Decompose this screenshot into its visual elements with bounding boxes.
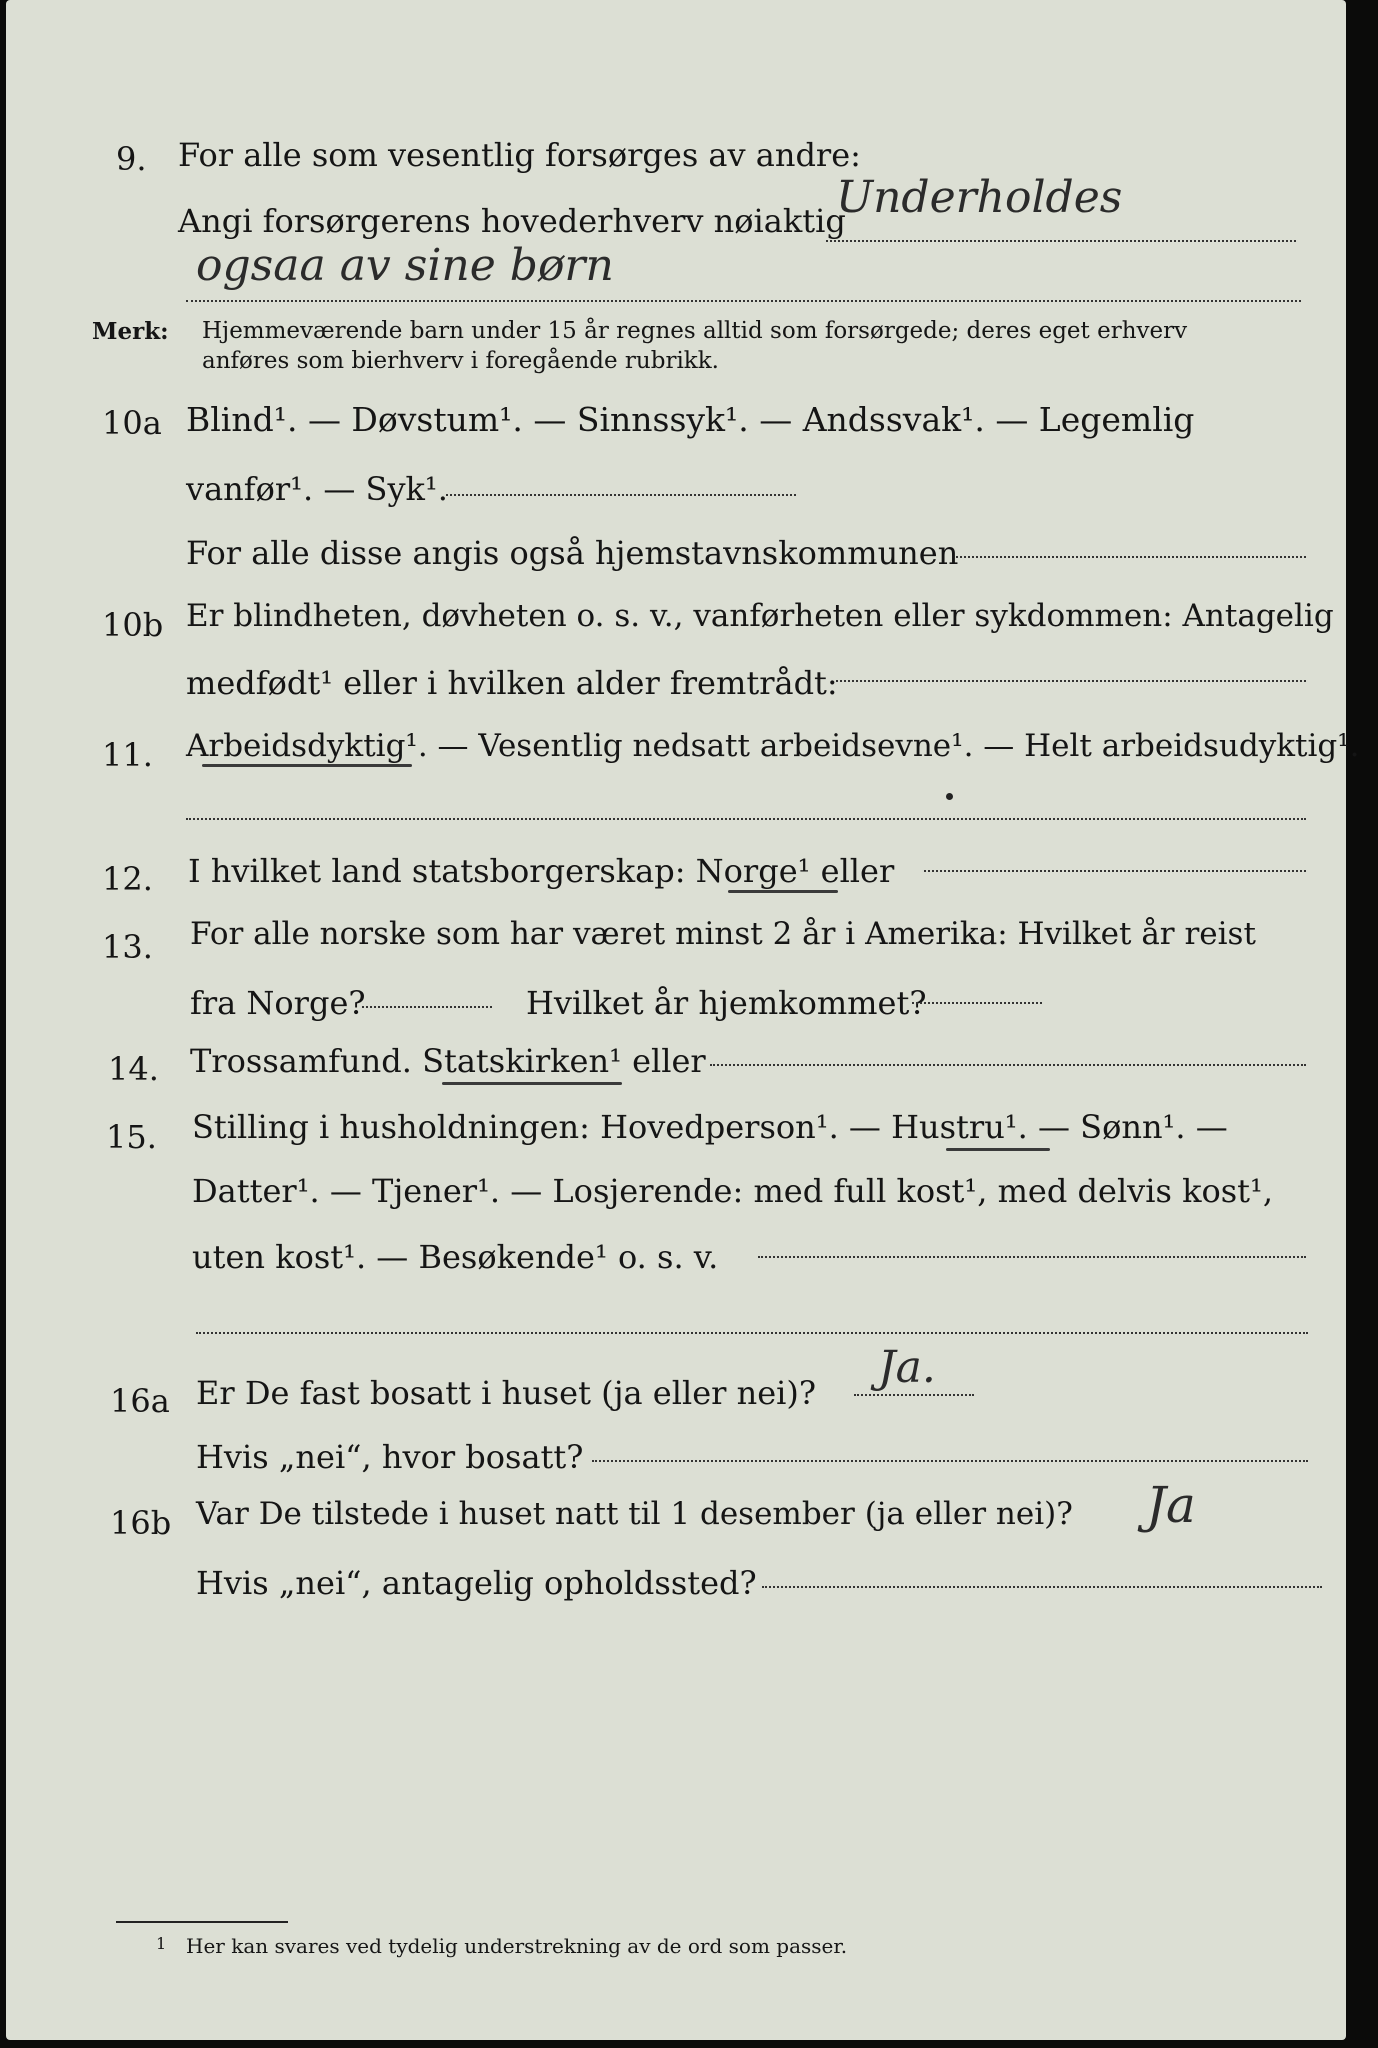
q16a-answer-line xyxy=(854,1394,974,1396)
census-form-page xyxy=(6,0,1360,2040)
merk-line1: Hjemmeværende barn under 15 år regnes alltid som forsørgede; deres eget erhverv xyxy=(202,318,1188,344)
footnote-text: Her kan svares ved tydelig understrekning av de ord som passer. xyxy=(186,1934,848,1958)
q9-answer-line2 xyxy=(186,300,1301,302)
q11-line1: Arbeidsdyktig¹. — Vesentlig nedsatt arbeidsevne¹. — Helt arbeidsudyktig¹. xyxy=(186,728,1360,764)
q11-arbeidsdyktig-underline xyxy=(202,764,412,767)
q15-number: 15. xyxy=(106,1118,157,1156)
q9-line1: For alle som vesentlig forsørges av andre: xyxy=(178,136,861,174)
q11-answer-line xyxy=(186,818,1306,820)
q14-answer-line xyxy=(710,1064,1306,1066)
q9-handwritten-answer-1: Underholdes xyxy=(836,172,1123,223)
q16a-number: 16a xyxy=(110,1382,170,1420)
q13-line2b: Hvilket år hjemkommet? xyxy=(526,984,927,1022)
q14-number: 14. xyxy=(108,1050,159,1088)
q10b-number: 10b xyxy=(102,606,164,644)
q11-number: 11. xyxy=(102,736,153,774)
q16b-number: 16b xyxy=(110,1504,172,1542)
q13-hjemkommet-line xyxy=(912,1002,1042,1004)
q15-line3: uten kost¹. — Besøkende¹ o. s. v. xyxy=(192,1238,719,1276)
footnote-rule xyxy=(116,1921,288,1923)
merk-line2: anføres som bierhverv i foregående rubrikk. xyxy=(202,348,719,374)
q13-line2a: fra Norge? xyxy=(190,984,366,1022)
q9-handwritten-answer-2: ogsaa av sine børn xyxy=(196,240,614,291)
q16b-handwritten-answer: Ja xyxy=(1146,1476,1196,1534)
q15-hustru-underline xyxy=(946,1148,1050,1151)
q10a-line3: For alle disse angis også hjemstavnskommunen xyxy=(186,534,959,572)
q15-line1: Stilling i husholdningen: Hovedperson¹. — Hustru¹. — Sønn¹. — xyxy=(192,1108,1228,1146)
q13-line1: For alle norske som har været minst 2 år i Amerika: Hvilket år reist xyxy=(190,916,1256,952)
q16a-line2: Hvis „nei“, hvor bosatt? xyxy=(196,1438,584,1476)
q10a-line1: Blind¹. — Døvstum¹. — Sinnssyk¹. — Andssvak¹. — Legemlig xyxy=(186,400,1195,439)
q15-answer-line2 xyxy=(196,1332,1308,1334)
q10a-hjemstavn-line xyxy=(956,556,1306,558)
q15-line2: Datter¹. — Tjener¹. — Losjerende: med full kost¹, med delvis kost¹, xyxy=(192,1172,1274,1210)
q16a-bosatt-line xyxy=(592,1460,1308,1462)
q10b-line1: Er blindheten, døvheten o. s. v., vanførheten eller sykdommen: Antagelig xyxy=(186,598,1334,634)
q12-answer-line xyxy=(924,870,1306,872)
q10b-line2: medfødt¹ eller i hvilken alder fremtrådt: xyxy=(186,664,838,702)
q10a-line2: vanfør¹. — Syk¹. xyxy=(186,470,448,508)
q10a-number: 10a xyxy=(102,404,162,442)
q9-answer-line1 xyxy=(826,240,1296,242)
q16a-handwritten-answer: Ja. xyxy=(878,1342,936,1393)
q12-norge-underline xyxy=(728,890,838,893)
q10b-answer-line xyxy=(836,680,1306,682)
q15-answer-line1 xyxy=(758,1256,1306,1258)
q14-line1: Trossamfund. Statskirken¹ eller xyxy=(190,1042,706,1080)
q13-number: 13. xyxy=(102,928,153,966)
q16b-opholdssted-line xyxy=(762,1586,1322,1588)
q13-reist-line xyxy=(362,1006,492,1008)
q12-line1: I hvilket land statsborgerskap: Norge¹ eller xyxy=(188,852,895,890)
q16b-line1: Var De tilstede i huset natt til 1 desember (ja eller nei)? xyxy=(196,1496,1073,1532)
q9-number: 9. xyxy=(116,140,147,178)
q12-number: 12. xyxy=(102,860,153,898)
q9-line2: Angi forsørgerens hovederhverv nøiaktig xyxy=(178,202,846,240)
q10a-answer-line xyxy=(446,494,796,496)
ink-speck xyxy=(946,793,953,800)
q16a-line1: Er De fast bosatt i huset (ja eller nei)? xyxy=(196,1374,817,1412)
q16b-line2: Hvis „nei“, antagelig opholdssted? xyxy=(196,1564,757,1602)
merk-label: Merk: xyxy=(92,318,169,345)
q14-statskirken-underline xyxy=(442,1082,622,1085)
footnote-mark: 1 xyxy=(156,1934,167,1953)
